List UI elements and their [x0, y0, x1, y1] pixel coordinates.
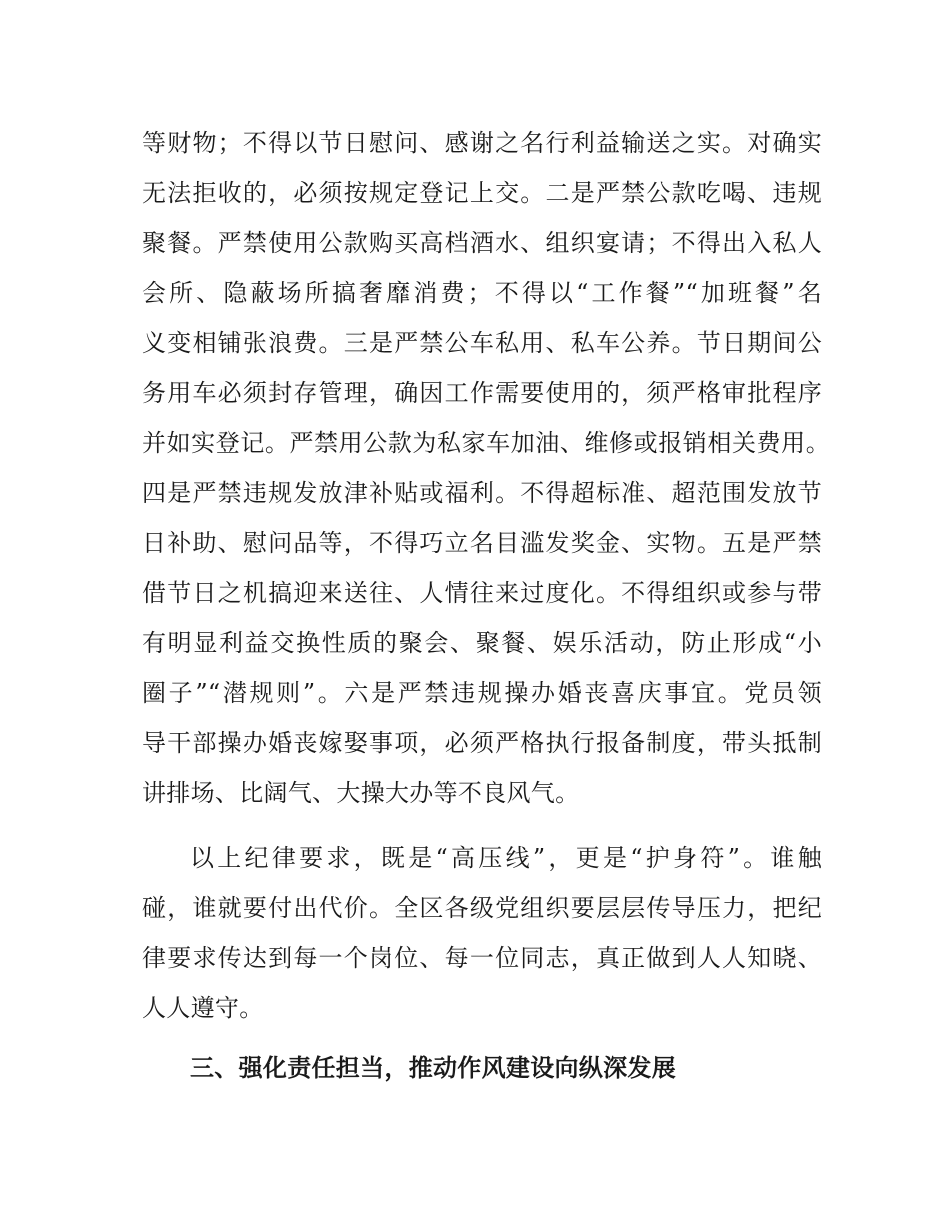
paragraph-line: 圈子”“潜规则”。六是严禁违规操办婚丧喜庆事宜。党员领 [142, 679, 822, 707]
paragraph-line: 会所、隐蔽场所搞奢靡消费；不得以“工作餐”“加班餐”名 [142, 279, 822, 307]
paragraph-line: 律要求传达到每一个岗位、每一位同志，真正做到人人知晓、 [142, 944, 822, 972]
paragraph-line: 无法拒收的，必须按规定登记上交。二是严禁公款吃喝、违规 [142, 179, 822, 207]
paragraph-line: 借节日之机搞迎来送往、人情往来过度化。不得组织或参与带 [142, 579, 822, 607]
paragraph-line: 日补助、慰问品等，不得巧立名目滥发奖金、实物。五是严禁 [142, 529, 822, 557]
paragraph-line: 务用车必须封存管理，确因工作需要使用的，须严格审批程序 [142, 379, 822, 407]
paragraph-line: 聚餐。严禁使用公款购买高档酒水、组织宴请；不得出入私人 [142, 229, 822, 257]
paragraph-line: 导干部操办婚丧嫁娶事项，必须严格执行报备制度，带头抵制 [142, 729, 822, 757]
paragraph-line: 等财物；不得以节日慰问、感谢之名行利益输送之实。对确实 [142, 129, 822, 157]
section-heading: 三、强化责任担当，推动作风建设向纵深发展 [190, 1054, 676, 1082]
paragraph-line: 讲排场、比阔气、大操大办等不良风气。 [142, 779, 580, 807]
paragraph-line: 碰，谁就要付出代价。全区各级党组织要层层传导压力，把纪 [142, 894, 822, 922]
paragraph-line: 四是严禁违规发放津补贴或福利。不得超标准、超范围发放节 [142, 479, 822, 507]
paragraph-line: 有明显利益交换性质的聚会、聚餐、娱乐活动，防止形成“小 [142, 629, 822, 657]
paragraph-line: 人人遵守。 [142, 994, 264, 1022]
paragraph-line: 义变相铺张浪费。三是严禁公车私用、私车公养。节日期间公 [142, 329, 822, 357]
paragraph-line: 以上纪律要求，既是“高压线”，更是“护身符”。谁触 [190, 844, 822, 872]
paragraph-line: 并如实登记。严禁用公款为私家车加油、维修或报销相关费用。 [142, 429, 830, 457]
